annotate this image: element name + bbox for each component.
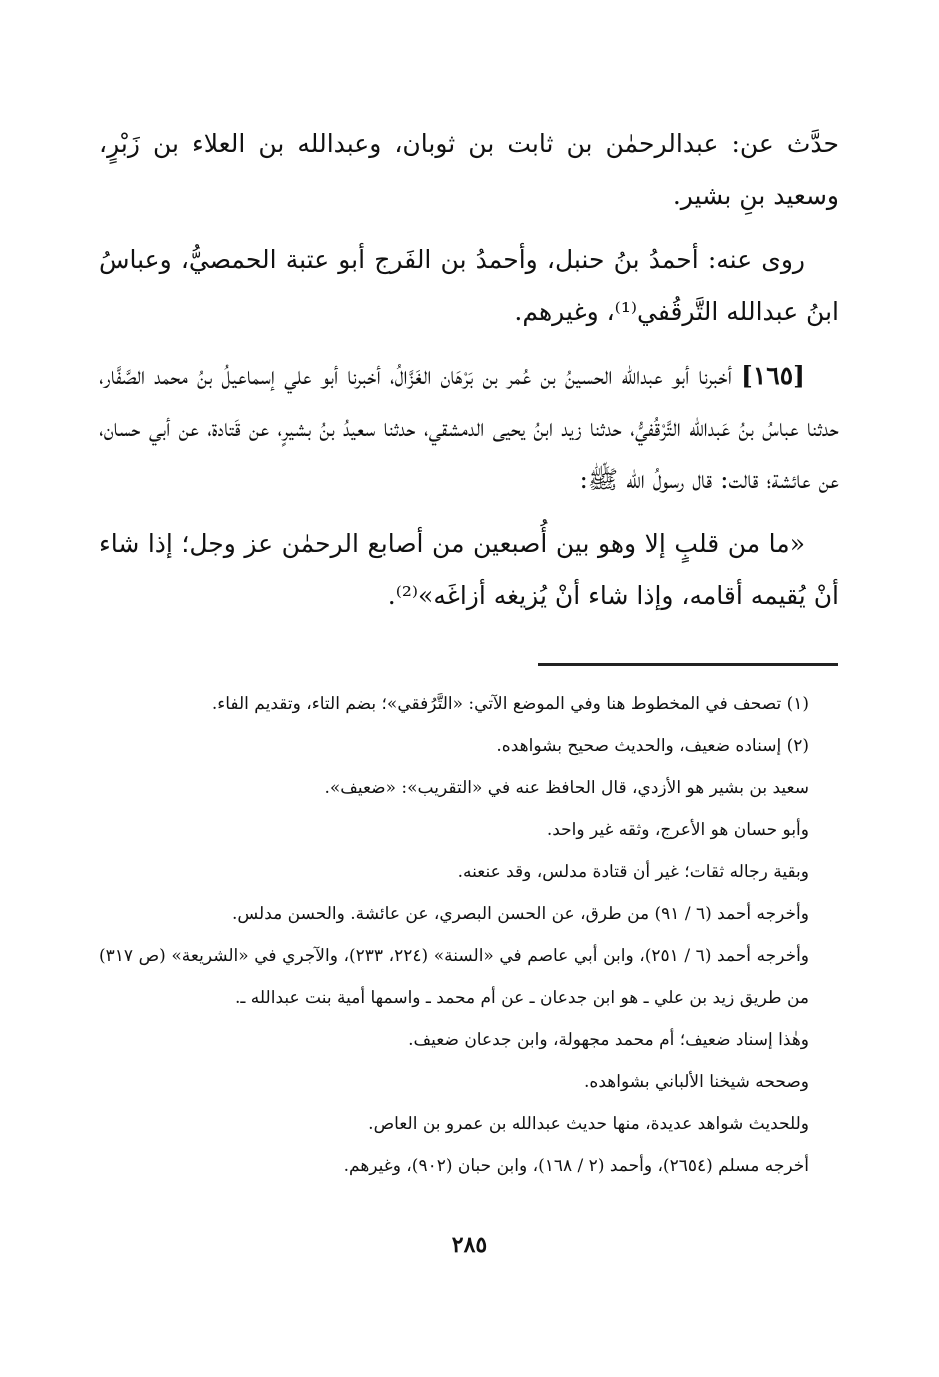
- footnote-line: أخرجه مسلم (٢٦٥٤)، وأحمد (٢ / ١٦٨)، وابن حبان (٩٠٢)، وغيرهم.: [343, 1156, 809, 1176]
- paragraph-narrators-to: روى عنه: أحمدُ بنُ حنبل، وأحمدُ بن الفَرج أبو عتبة الحمصيُّ، وعباسُ ابنُ عبدالله التَّرقُفي⁽¹⁾، وغيرهم.: [99, 245, 839, 326]
- footnote-line: وصححه شيخنا الألباني بشواهده.: [584, 1072, 809, 1092]
- paragraph-hadith-chain: [99, 350, 839, 506]
- hadith-chain-text: أخبرنا أبو عبدالله الحسينُ بن عُمر بن بَرْهَان الغَزَّالُ، أخبرنا أبو علي إسماعيلُ بنُ محمد الصَّفَّار، حدثنا عباسُ بنُ عَبدالله التَّرْقُفيُّ، حدثنا زيد ابنُ يحيى الدمشقي، حدثنا سعيدُ بنُ بشيرٍ، عن قَتادة، عن أبي حسان، عن عائشة؛ قالت: قال رسولُ الله ﷺ:: [99, 361, 839, 494]
- footnote-line: (١) تصحف في المخطوط هنا وفي الموضع الآتي: «التَّرُفقي»؛ بضم التاء، وتقديم الفاء.: [211, 694, 809, 714]
- footnote-line: وأخرجه أحمد (٦ / ٩١) من طرق، عن الحسن البصري، عن عائشة. والحسن مدلس.: [231, 904, 809, 924]
- footnote-line: وبقية رجاله ثقات؛ غير أن قتادة مدلس، وقد عنعنه.: [457, 862, 809, 882]
- paragraph-narrators-from: حدَّث عن: عبدالرحمٰن بن ثابت بن ثوبان، وعبدالله بن العلاء بن زَبْرٍ، وسعيد بنِ بشير.: [99, 129, 839, 210]
- page-number: ٢٨٥: [451, 1232, 488, 1258]
- footnote-separator: [538, 663, 838, 666]
- footnote-line: وهٰذا إسناد ضعيف؛ أم محمد مجهولة، وابن جدعان ضعيف.: [408, 1030, 809, 1050]
- footnote-line: وأخرجه أحمد (٦ / ٢٥١)، وابن أبي عاصم في «السنة» (٢٢٤، ٢٣٣)، والآجري في «الشريعة» (ص ٣١٧) من طريق زيد بن علي ـ هو ابن جدعان ـ عن أم محمد ـ واسمها أمية بنت عبدالله ـ.: [99, 946, 810, 1008]
- footnote-line: وللحديث شواهد عديدة، منها حديث عبدالله بن عمرو بن العاص.: [368, 1114, 809, 1134]
- footnote-line: وأبو حسان هو الأعرج، وثقه غير واحد.: [546, 820, 809, 840]
- footnotes: [99, 683, 839, 1187]
- main-text: [99, 118, 839, 634]
- hadith-number: [١٦٥]: [741, 361, 805, 390]
- paragraph-hadith-text: «ما من قلبٍ إلا وهو بين أُصبعين من أصابع الرحمٰن عز وجل؛ إذا شاء أنْ يُقيمه أقامه، وإذا شاء أنْ يُزيغه أزاغَه»⁽²⁾.: [99, 529, 839, 610]
- footnote-line: (٢) إسناده ضعيف، والحديث صحيح بشواهده.: [496, 736, 809, 756]
- footnote-line: سعيد بن بشير هو الأزدي، قال الحافظ عنه في «التقريب»: «ضعيف».: [324, 778, 809, 798]
